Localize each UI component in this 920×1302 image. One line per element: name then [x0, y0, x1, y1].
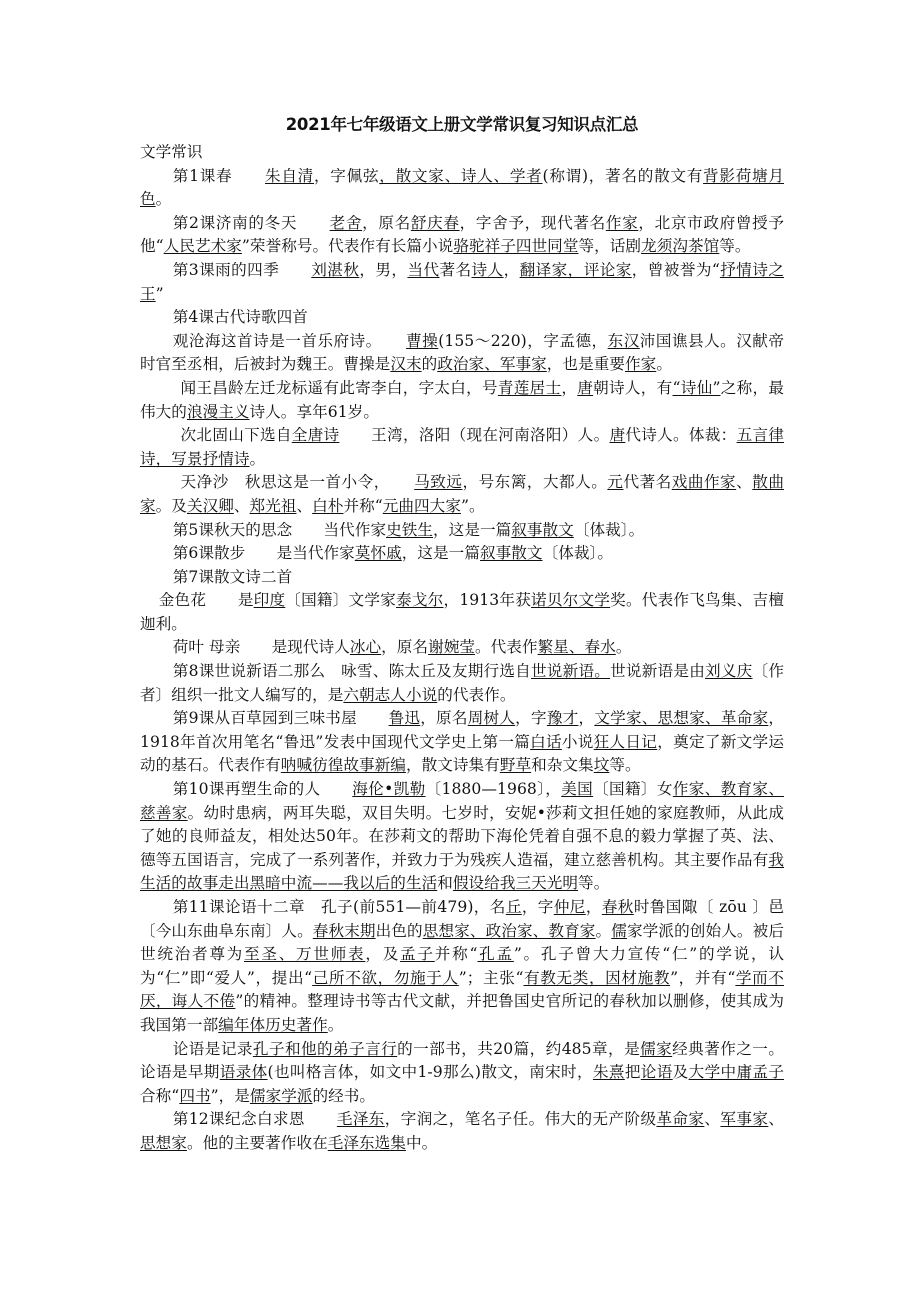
paragraph — [140, 212, 784, 259]
text-run: 、 — [768, 1110, 784, 1129]
text-run: 之称，最伟大的 — [140, 378, 784, 421]
text-run: 。 — [595, 921, 612, 940]
text-run: ，北京市政府曾授予他“ — [140, 213, 784, 256]
underlined-term: 学而不厌，诲人不倦 — [140, 968, 785, 1011]
underlined-term: 老舍 — [329, 213, 363, 232]
underlined-term: 朱熹 — [592, 1063, 625, 1082]
text-run: ，号东篱，大都人。 — [462, 473, 608, 492]
underlined-term: 军事家 — [720, 1110, 769, 1129]
underlined-term: 散曲家 — [140, 473, 785, 515]
underlined-term: 翻译家，评论家 — [519, 260, 632, 279]
text-run: ”。 — [460, 496, 485, 515]
text-run: ， — [585, 898, 602, 916]
paragraph — [140, 165, 784, 212]
text-run: 朝诗人，有 — [593, 378, 673, 397]
text-run: 第11课论语十二章 孔子(前551—前479)，名 — [172, 898, 506, 916]
text-run: 等，话剧 — [578, 237, 642, 256]
underlined-term: 全唐诗 — [291, 426, 340, 445]
underlined-term: 白朴 — [312, 496, 344, 515]
underlined-term: 汉末 — [390, 355, 422, 374]
underlined-term: 东汉 — [607, 331, 640, 350]
text-run: ，及 — [365, 945, 401, 964]
underlined-term: 儒家学派 — [249, 1086, 313, 1105]
underlined-term: 印度 — [253, 591, 286, 610]
text-run: 小说 — [561, 732, 594, 751]
text-run: ，原名 — [362, 213, 411, 232]
underlined-term: 浪漫主义 — [186, 402, 250, 421]
paragraph — [140, 259, 784, 306]
underlined-term: 毛泽东选集 — [327, 1133, 406, 1152]
text-run: ，也是重要 — [546, 355, 626, 374]
underlined-term: 抒情诗之王 — [140, 260, 784, 303]
text-run: ， — [503, 260, 520, 279]
text-run: 第3课雨的四季 — [172, 260, 312, 279]
underlined-term: 关汉卿 — [186, 496, 234, 515]
text-run: 。 — [155, 190, 172, 209]
underlined-term: 大学中庸孟子 — [688, 1063, 784, 1082]
underlined-term: 儒家 — [640, 1039, 673, 1058]
text-run: 的一部书，共20篇，约485章，是 — [397, 1039, 641, 1058]
paragraph — [140, 519, 784, 543]
underlined-term: 白话 — [530, 732, 562, 751]
text-run: ，字 — [515, 709, 547, 728]
underlined-term: 谢婉莹 — [428, 638, 476, 657]
underlined-term: 春秋 — [601, 898, 634, 916]
underlined-term: 论语 — [640, 1063, 673, 1082]
text-run: 第9课从百草园到三味书屋 — [172, 709, 389, 728]
paragraph — [140, 566, 784, 590]
text-run: (称谓)，著名的散文有 — [542, 166, 704, 185]
underlined-term: “诗仙” — [672, 378, 721, 397]
text-run: 王湾，洛阳（现在河南洛阳）人。 — [339, 426, 610, 445]
text-run: ，1913年获 — [443, 591, 532, 610]
paragraph — [140, 660, 784, 707]
text-run: 第12课纪念白求恩 — [172, 1110, 337, 1129]
paragraph — [140, 424, 784, 471]
underlined-term: 野草 — [499, 756, 532, 775]
underlined-term: 冰心 — [349, 638, 382, 657]
underlined-term: 骆驼祥子四世同堂 — [453, 237, 579, 256]
paragraph — [140, 141, 784, 165]
text-run: ，1918年首次用笔名“鲁迅”发表中国现代文学史上第一篇 — [140, 709, 784, 751]
text-run: 、 — [296, 496, 313, 515]
text-run: 时鲁国陬〔 zōu 〕邑〔今山东曲阜东南〕人。 — [140, 898, 784, 940]
underlined-term: 诺贝尔文学 — [531, 591, 611, 610]
text-run: 等。 — [609, 756, 641, 775]
underlined-term: 孟子 — [400, 945, 435, 964]
underlined-term: 思想家 — [140, 1133, 187, 1152]
underlined-term: 五言律诗，写景抒情诗 — [140, 426, 784, 468]
underlined-term: 马致远 — [414, 473, 463, 492]
underlined-term: 政治家、军事家 — [437, 355, 547, 374]
underlined-term: 四书 — [179, 1086, 211, 1105]
underlined-term: 诗人 — [471, 260, 504, 279]
paragraph — [140, 377, 784, 424]
text-run: ”的精神。整理诗书等古代文献，并把鲁国史官所记的春秋加以删修，使其成为我国第一部 — [140, 992, 784, 1034]
text-run: 。 — [615, 638, 632, 657]
text-run: 并称“ — [343, 496, 383, 515]
text-run: 〔作者〕组织一批文人编写的，是 — [140, 662, 784, 704]
underlined-term: 鲁迅 — [388, 709, 421, 728]
underlined-term: 有教无类，因材施教 — [523, 968, 671, 987]
underlined-term: 郑光祖 — [249, 496, 297, 515]
paragraph — [140, 330, 784, 377]
text-run: 等。 — [578, 874, 610, 893]
underlined-term: 狂人日记 — [593, 732, 658, 751]
underlined-term: 青莲居士 — [497, 378, 562, 397]
underlined-term: 刘义庆 — [705, 662, 753, 681]
text-run: 第2课济南的冬天 — [172, 213, 330, 232]
underlined-term: 作家 — [605, 213, 639, 232]
underlined-term: 人民艺术家 — [163, 237, 242, 256]
text-run: 奖。代表作飞鸟集、吉檀迦利。 — [140, 591, 784, 633]
text-run: ”；主张“ — [458, 968, 524, 987]
paragraph — [140, 778, 784, 896]
text-run: ，字舍予，现代著名 — [459, 213, 606, 232]
paragraph — [140, 1108, 784, 1155]
underlined-term: 孔子和他的弟子言行 — [252, 1039, 398, 1058]
text-run: 的经书。 — [312, 1086, 376, 1105]
text-run: 和 — [437, 874, 453, 893]
text-run: 等。 — [719, 237, 751, 256]
underlined-term: 世说新语。 — [530, 662, 611, 681]
underlined-term: 六朝志人小说 — [343, 685, 438, 704]
text-run: 代诗人。体裁： — [625, 426, 737, 445]
text-run: 第1课春 — [172, 166, 266, 185]
text-run: 。代表作 — [475, 638, 538, 657]
text-run: 的代表作。 — [437, 685, 516, 704]
text-run: 第6课散步 是当代作家 — [172, 544, 355, 563]
underlined-term: 革命家 — [656, 1110, 705, 1129]
underlined-term: 当代 — [407, 260, 440, 279]
underlined-term: 龙须沟茶馆 — [641, 237, 720, 256]
text-run: 代著名 — [623, 473, 672, 492]
text-run: 。他的主要著作收在 — [186, 1133, 328, 1152]
text-run: 、 — [704, 1110, 721, 1129]
text-run: ”，是 — [210, 1086, 250, 1105]
underlined-term: 叙事散文 — [511, 520, 574, 539]
text-run: 金色花 是 — [158, 591, 254, 610]
underlined-term: 刘湛秋 — [311, 260, 360, 279]
text-run: 。幼时患病，两耳失聪，双目失明。七岁时，安妮•莎莉文担任她的家庭教师，从此成了她的良师益友，相处达50年。在莎莉文的帮助下海伦凭着自强不息的毅力掌握了英、法、德等五国语言，完成了一系列著作，并致力于为残疾人造福，建立慈善机构。其主要作品有 — [140, 803, 784, 869]
underlined-term: 作家 — [625, 355, 657, 374]
underlined-term: 孔孟 — [477, 945, 514, 964]
text-run: ，字 — [521, 898, 554, 916]
text-run: ，这是一篇 — [433, 520, 512, 539]
text-run: ，男， — [359, 260, 408, 279]
underlined-term: 朱自清 — [265, 166, 314, 185]
text-run: 闻王昌龄左迁龙标遥有此寄李白，字太白，号 — [180, 378, 498, 397]
underlined-term: 毛泽东 — [336, 1110, 385, 1129]
text-run: ” — [155, 284, 164, 303]
text-run: 中。 — [405, 1133, 438, 1152]
text-run: 〔国籍〕女 — [593, 780, 673, 799]
underlined-term: 豫才 — [546, 709, 579, 728]
underlined-term: 假设给我三天光明 — [452, 874, 579, 893]
text-run: 经典著作之一。论语是早期 — [140, 1039, 784, 1082]
text-run: ，奠定了新文学运动的基石。代表作有 — [140, 732, 784, 775]
text-run: 沛国谯县人。汉献帝时官至丞相，后被封为魏王。曹操是 — [140, 331, 785, 374]
underlined-term: 坟 — [593, 756, 610, 775]
text-run: 〔体裁〕。 — [573, 520, 645, 539]
text-run: 荷叶 母亲 是现代诗人 — [172, 638, 350, 657]
paragraph — [140, 306, 784, 330]
text-run: (155～220)，字孟德， — [438, 331, 608, 350]
document-title: 2021年七年级语文上册文学常识复习知识点汇总 — [285, 115, 639, 134]
underlined-term: 丘 — [505, 898, 522, 916]
paragraph — [140, 589, 784, 636]
document-page — [140, 112, 784, 1156]
paragraph — [140, 471, 784, 518]
underlined-term: 己所不欲，勿施于人 — [312, 968, 459, 987]
underlined-term: 唐 — [609, 426, 626, 445]
underlined-term: 我生活的故事走出黑暗中流——我以后的生活 — [140, 850, 784, 893]
text-run: 把 — [624, 1063, 641, 1082]
text-run: 〔体裁〕。 — [542, 544, 613, 563]
text-run: 并称“ — [434, 945, 478, 964]
underlined-term: 作家、教育家、慈善家 — [140, 780, 785, 822]
text-run: 出色的 — [375, 921, 423, 940]
text-run: ，字佩弦 — [313, 166, 380, 185]
paragraph — [140, 1038, 784, 1109]
text-run: 〔国籍〕文学家 — [285, 591, 397, 610]
underlined-term: 史铁生 — [386, 520, 434, 539]
text-run: ，原名 — [420, 709, 468, 728]
text-run: 。 — [327, 1015, 344, 1034]
text-run: 观沧海这首诗是一首乐府诗。 — [172, 331, 407, 350]
paragraph — [140, 896, 784, 1038]
text-run: 合称“ — [140, 1086, 180, 1105]
document-body — [140, 141, 784, 1156]
underlined-term: 呐喊彷徨故事新编 — [280, 756, 406, 775]
text-run: 第8课世说新语二那么 咏雪、陈太丘及友期行选自 — [172, 662, 531, 681]
underlined-term: 戏曲作家 — [671, 473, 737, 492]
text-run: (也叫格言体，如文中1-9那么)散文，南宋时， — [267, 1063, 593, 1082]
underlined-term: 至圣、万世师表 — [244, 945, 366, 964]
text-run: ， — [578, 709, 595, 728]
underlined-term: 繁星、春水 — [537, 638, 616, 657]
underlined-term: 元 — [607, 473, 624, 492]
underlined-term: 海伦•凯勒 — [352, 780, 426, 799]
text-run: 的 — [421, 355, 438, 374]
underlined-term: 周树人 — [467, 709, 516, 728]
text-run: 〔1880—1968〕， — [425, 780, 562, 799]
underlined-term: 美国 — [561, 780, 594, 799]
paragraph — [140, 707, 784, 778]
text-run: 次北固山下选自 — [180, 426, 292, 445]
underlined-term: 文学家、思想家、革命家 — [594, 709, 769, 728]
underlined-term: 元曲四大家 — [382, 496, 461, 515]
underlined-term: 儒 — [611, 921, 627, 940]
text-run: ， — [561, 378, 578, 397]
underlined-term: 叙事散文 — [479, 544, 543, 563]
text-run: 论语是记录 — [172, 1039, 253, 1058]
text-run: 。及 — [155, 496, 187, 515]
underlined-term: 仲尼 — [553, 898, 586, 916]
text-run: 及 — [672, 1063, 689, 1082]
text-run: ，字润之，笔名子任。伟大的无产阶级 — [384, 1110, 657, 1129]
underlined-term: 春秋末期 — [312, 921, 376, 940]
text-run: 和杂文集 — [531, 756, 594, 775]
paragraph — [140, 636, 784, 660]
underlined-term: 曹操 — [406, 331, 439, 350]
underlined-term: 唐 — [577, 378, 594, 397]
underlined-term: 莫怀戚 — [354, 544, 402, 563]
underlined-term: ，散文家、诗人、学者 — [379, 166, 543, 185]
underlined-term: 编年体历史著作 — [218, 1015, 328, 1034]
underlined-term: 语录体 — [219, 1063, 268, 1082]
text-run: 诗人。享年61岁。 — [249, 402, 379, 421]
text-run: ，曾被誉为“ — [631, 260, 720, 279]
underlined-term: 泰戈尔 — [396, 591, 444, 610]
text-run: ”，并有“ — [670, 968, 736, 987]
text-run: 家学派的创始人。被后世统治者尊为 — [140, 921, 784, 964]
text-run: ，这是一篇 — [401, 544, 480, 563]
text-run: 、 — [736, 473, 753, 492]
text-run: ，散文诗集有 — [405, 756, 500, 775]
text-run: 第10课再塑生命的人 — [172, 780, 353, 799]
underlined-term: 舒庆春 — [410, 213, 460, 232]
text-run: ，原名 — [381, 638, 429, 657]
underlined-term: 背影荷塘月色 — [140, 166, 784, 209]
underlined-term: 思想家、政治家、教育家 — [422, 921, 596, 940]
text-run: ”。孔子曾大力宣传“仁”的学说，认为“仁”即“爱人”，提出“ — [140, 945, 785, 987]
text-run: 世说新语是由 — [610, 662, 706, 681]
text-run: 天净沙 秋思这是一首小令， — [180, 473, 415, 492]
text-run: 著名 — [439, 260, 472, 279]
text-run: 文学常识 — [140, 143, 203, 161]
text-run: 、 — [233, 496, 250, 515]
text-run: 。 — [249, 449, 266, 468]
text-run: 第7课散文诗二首 — [172, 567, 293, 586]
paragraph — [140, 542, 784, 566]
text-run: ”荣誉称号。代表作有长篇小说 — [241, 237, 454, 256]
text-run: 第5课秋天的思念 当代作家 — [172, 520, 387, 539]
text-run: 。 — [656, 355, 672, 374]
text-run: 第4课古代诗歌四首 — [172, 308, 308, 327]
